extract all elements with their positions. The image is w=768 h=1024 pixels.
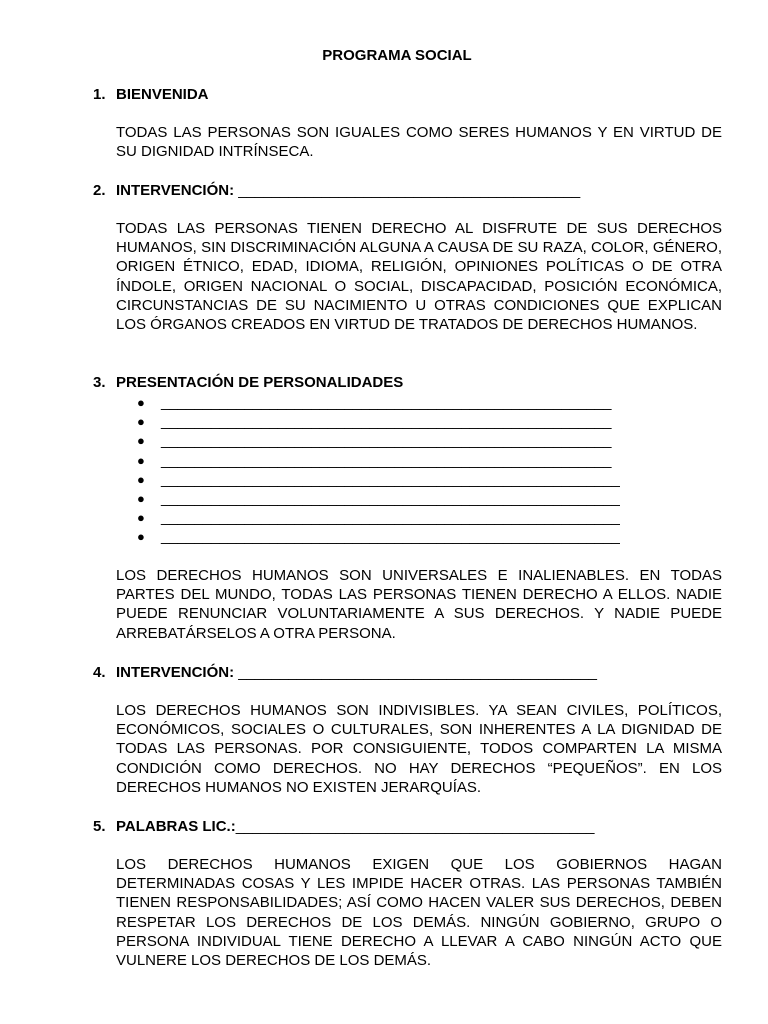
section-5-heading <box>93 817 594 836</box>
section-1-paragraph: TODAS LAS PERSONAS SON IGUALES COMO SERES HUMANOS Y EN VIRTUD DE SU DIGNIDAD INTRÍNSECA. <box>116 124 722 161</box>
section-4-paragraph: LOS DERECHOS HUMANOS SON INDIVISIBLES. YA SEAN CIVILES, POLÍTICOS, ECONÓMICOS, SOCIALES O CULTURALES, SON INHERENTES A LA DIGNIDAD DE TODAS LAS PERSONAS. POR CONSIGUIENTE, TODOS COMPARTEN LA MISMA CONDICIÓN COMO DERECHOS. NO HAY DERECHOS “PEQUEÑOS”. EN LOS DERECHOS HUMANOS NO EXISTEN JERARQUÍAS. <box>116 702 722 796</box>
fill-in-blank: ___________________________________________ <box>234 664 597 681</box>
section-3-heading <box>93 373 403 392</box>
fill-in-blank: ______________________________________________________ <box>161 413 612 431</box>
section-1-heading <box>93 85 209 104</box>
section-title: PALABRAS LIC.: <box>116 818 236 835</box>
section-title: BIENVENIDA <box>116 86 209 103</box>
bullet-icon: ● <box>137 510 145 526</box>
section-3-paragraph: LOS DERECHOS HUMANOS SON UNIVERSALES E INALIENABLES. EN TODAS PARTES DEL MUNDO, TODAS LAS PERSONAS TIENEN DERECHO A ELLOS. NADIE PUEDE RENUNCIAR VOLUNTARIAMENTE A SUS DERECHOS. Y NADIE PUEDE ARREBATÁRSELOS A OTRA PERSONA. <box>116 567 722 642</box>
fill-in-blank: _______________________________________________________ <box>161 509 620 527</box>
bullet-icon: ● <box>137 529 145 545</box>
fill-in-blank: _______________________________________________________ <box>161 528 620 546</box>
document-title: PROGRAMA SOCIAL <box>322 47 472 64</box>
bullet-icon: ● <box>137 414 145 430</box>
fill-in-blank: ______________________________________________________ <box>161 432 612 450</box>
bullet-icon: ● <box>137 471 145 487</box>
fill-in-blank: ______________________________________________________ <box>161 394 612 411</box>
section-2-paragraph: TODAS LAS PERSONAS TIENEN DERECHO AL DISFRUTE DE SUS DERECHOS HUMANOS, SIN DISCRIMINACIÓN ALGUNA A CAUSA DE SU RAZA, COLOR, GÉNERO, ORIGEN ÉTNICO, EDAD, IDIOMA, RELIGIÓN, OPINIONES POLÍTICAS O DE OTRA ÍNDOLE, ORIGEN NACIONAL O SOCIAL, DISCAPACIDAD, POSICIÓN ECONÓMICA, CIRCUNSTANCIAS DE SU NACIMIENTO U OTRAS CONDICIONES QUE EXPLICAN LOS ÓRGANOS CREADOS EN VIRTUD DE TRATADOS DE DERECHOS HUMANOS. <box>116 220 722 334</box>
fill-in-blank: _______________________________________________________ <box>161 470 620 488</box>
section-number: 1. <box>93 86 106 103</box>
fill-in-blank: _______________________________________________________ <box>161 489 620 507</box>
section-number: 5. <box>93 818 106 835</box>
bullet-icon: ● <box>137 452 145 468</box>
section-title: INTERVENCIÓN: <box>116 664 235 681</box>
section-2-heading <box>93 181 580 200</box>
fill-in-blank: ______________________________________________________ <box>161 451 612 469</box>
bullet-icon: ● <box>137 490 145 506</box>
section-title: INTERVENCIÓN: <box>116 182 235 199</box>
section-number: 4. <box>93 664 106 681</box>
section-number: 3. <box>93 374 106 391</box>
section-4-heading <box>93 663 597 682</box>
fill-in-blank: _________________________________________ <box>234 182 581 199</box>
section-number: 2. <box>93 182 106 199</box>
section-title: PRESENTACIÓN DE PERSONALIDADES <box>116 374 404 391</box>
fill-in-blank: ___________________________________________ <box>235 818 595 835</box>
bullet-icon: ● <box>137 433 145 449</box>
section-5-paragraph: LOS DERECHOS HUMANOS EXIGEN QUE LOS GOBIERNOS HAGAN DETERMINADAS COSAS Y LES IMPIDE HACER OTRAS. LAS PERSONAS TAMBIÉN TIENEN RESPONSABILIDADES; ASÍ COMO HACEN VALER SUS DERECHOS, DEBEN RESPETAR LOS DERECHOS DE LOS DEMÁS. NINGÚN GOBIERNO, GRUPO O PERSONA INDIVIDUAL TIENE DERECHO A LLEVAR A CABO NINGÚN ACTO QUE VULNERE LOS DERECHOS DE LOS DEMÁS. <box>116 856 722 970</box>
bullet-icon: ● <box>137 395 145 410</box>
